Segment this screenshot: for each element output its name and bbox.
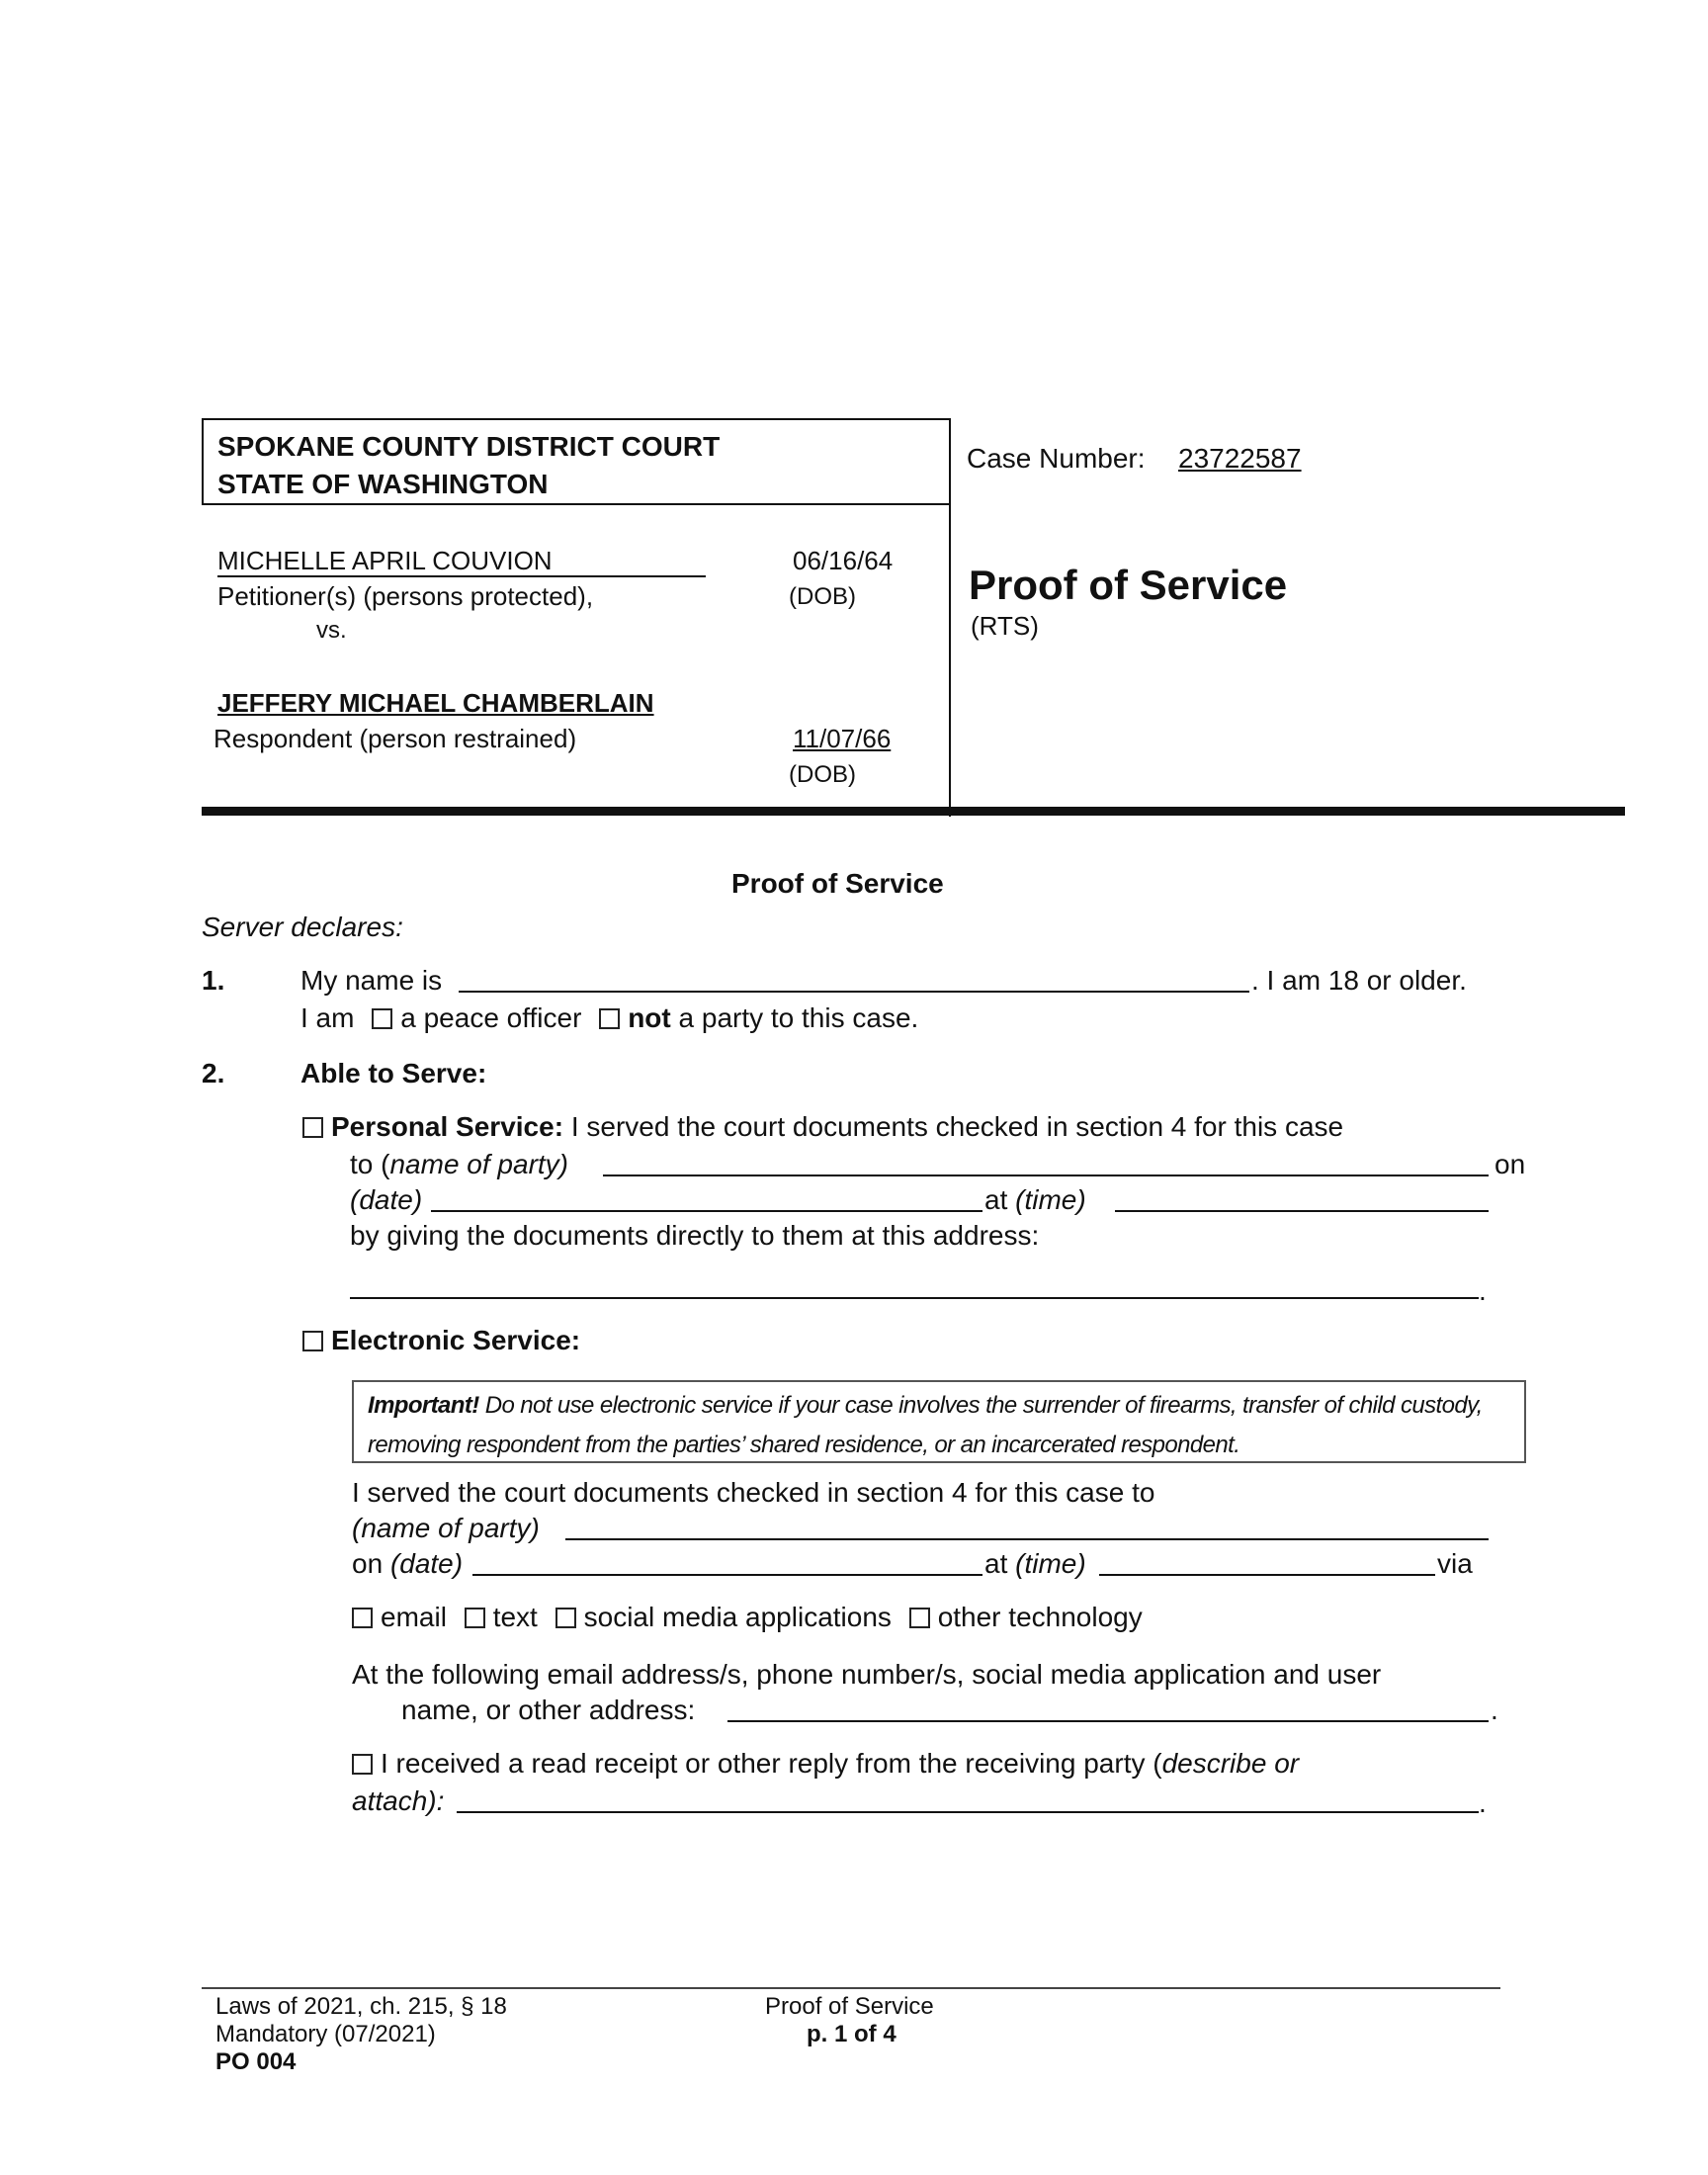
i-am-row [300, 1002, 918, 1034]
footer-title: Proof of Service [765, 1993, 934, 2020]
personal-time-field[interactable] [1115, 1210, 1489, 1212]
electronic-at-label: at [984, 1548, 1008, 1579]
electronic-service-checkbox[interactable] [302, 1331, 323, 1351]
electronic-time-field[interactable] [1099, 1574, 1435, 1576]
electronic-on-label: on [352, 1548, 384, 1579]
read-receipt-text: I received a read receipt or other reply from the receiving party ( [381, 1748, 1162, 1779]
section-2-number: 2. [202, 1058, 225, 1088]
i-am-label: I am [300, 1002, 355, 1033]
server-declares: Server declares: [202, 912, 403, 942]
my-name-label: My name is [300, 965, 443, 996]
respondent-label: Respondent (person restrained) [214, 724, 577, 753]
petitioner-name: MICHELLE APRIL COUVION [217, 546, 553, 575]
electronic-service-row [302, 1325, 580, 1356]
electronic-party-name-field[interactable] [565, 1538, 1489, 1540]
email-checkbox[interactable] [352, 1608, 373, 1628]
email-option-label: email [381, 1602, 447, 1632]
section-1-number: 1. [202, 965, 225, 996]
respondent-name: JEFFERY MICHAEL CHAMBERLAIN [217, 688, 654, 718]
text-option-label: text [492, 1602, 538, 1632]
personal-time-label: (time) [1015, 1184, 1086, 1215]
form-code: (RTS) [971, 611, 1039, 641]
address-instruction-line2: name, or other address: [401, 1695, 696, 1725]
other-technology-option-label: other technology [937, 1602, 1143, 1632]
attach-label: attach): [352, 1785, 445, 1816]
personal-on-label: on [1494, 1149, 1526, 1179]
caption-divider [949, 505, 951, 817]
petitioner-dob: 06/16/64 [793, 546, 894, 575]
important-text: Do not use electronic service if your case involves the surrender of firearms, transfer of child custody, removing respondent from the parties’ shared residence, or an incarcerated respondent. [368, 1392, 1483, 1458]
text-checkbox[interactable] [465, 1608, 485, 1628]
via-label: via [1437, 1548, 1473, 1579]
by-giving-text: by giving the documents directly to them at this address: [350, 1220, 1040, 1251]
petitioner-name-line [217, 575, 706, 577]
describe-or-label: describe or [1161, 1748, 1300, 1779]
social-media-option-label: social media applications [583, 1602, 892, 1632]
court-name: SPOKANE COUNTY DISTRICT COURT [217, 431, 721, 462]
electronic-served-text: I served the court documents checked in section 4 for this case to [352, 1477, 1155, 1508]
section-title: Proof of Service [731, 868, 944, 899]
personal-date-field[interactable] [431, 1210, 982, 1212]
electronic-at-row [984, 1548, 1086, 1580]
personal-service-row [302, 1111, 1343, 1143]
peace-officer-label: a peace officer [400, 1002, 582, 1033]
respondent-dob-label: (DOB) [789, 761, 856, 788]
court-state: STATE OF WASHINGTON [217, 469, 549, 499]
footer-law: Laws of 2021, ch. 215, § 18 [215, 1993, 507, 2020]
social-media-checkbox[interactable] [555, 1608, 576, 1628]
receipt-period: . [1479, 1787, 1487, 1818]
personal-service-title: Personal Service: [331, 1111, 564, 1142]
read-receipt-row [352, 1748, 1299, 1780]
personal-to-row [350, 1149, 568, 1180]
personal-party-name-field[interactable] [603, 1174, 1489, 1176]
footer-page-number: p. 1 of 4 [807, 2021, 897, 2047]
age-statement: . I am 18 or older. [1251, 965, 1467, 996]
caption-rule [202, 807, 1625, 816]
address-period: . [1479, 1275, 1487, 1306]
party-label: a party to this case. [678, 1002, 919, 1033]
personal-address-field[interactable] [350, 1297, 1479, 1299]
vs-label: vs. [316, 617, 347, 644]
respondent-dob: 11/07/66 [793, 724, 892, 753]
not-label: not [628, 1002, 671, 1033]
petitioner-dob-label: (DOB) [789, 583, 856, 610]
electronic-on-row [352, 1548, 463, 1580]
case-number-label: Case Number: [967, 443, 1146, 474]
footer-rule [202, 1987, 1500, 1989]
address-instruction-line1: At the following email address/s, phone number/s, social media application and user [352, 1659, 1382, 1690]
important-notice-box [352, 1380, 1526, 1463]
personal-at-row [984, 1184, 1086, 1216]
personal-date-label: (date) [350, 1184, 423, 1215]
personal-name-of-party-label: name of party) [389, 1149, 568, 1179]
petitioner-label: Petitioner(s) (persons protected), [217, 581, 594, 611]
electronic-date-field[interactable] [472, 1574, 982, 1576]
peace-officer-checkbox[interactable] [372, 1008, 392, 1029]
form-title: Proof of Service [969, 562, 1288, 608]
electronic-date-label: (date) [389, 1548, 464, 1579]
server-name-field[interactable] [459, 991, 1249, 993]
electronic-name-of-party-label: (name of party) [352, 1513, 540, 1543]
footer-mandatory: Mandatory (07/2021) [215, 2021, 436, 2047]
electronic-address-field[interactable] [727, 1720, 1489, 1722]
electronic-service-title: Electronic Service: [331, 1325, 581, 1355]
read-receipt-checkbox[interactable] [352, 1754, 373, 1775]
other-technology-checkbox[interactable] [909, 1608, 930, 1628]
personal-service-checkbox[interactable] [302, 1117, 323, 1138]
footer-form-number: PO 004 [215, 2048, 297, 2075]
not-party-checkbox[interactable] [599, 1008, 620, 1029]
important-label: Important! [368, 1392, 479, 1419]
case-number: 23722587 [1178, 443, 1302, 474]
personal-to-label: to ( [350, 1149, 390, 1179]
personal-at-label: at [984, 1184, 1008, 1215]
delivery-method-options [352, 1602, 1143, 1633]
personal-service-text: I served the court documents checked in section 4 for this case [570, 1111, 1344, 1142]
electronic-time-label: (time) [1015, 1548, 1086, 1579]
read-receipt-field[interactable] [457, 1811, 1479, 1813]
electronic-address-period: . [1491, 1695, 1498, 1725]
able-to-serve-title: Able to Serve: [300, 1058, 487, 1088]
